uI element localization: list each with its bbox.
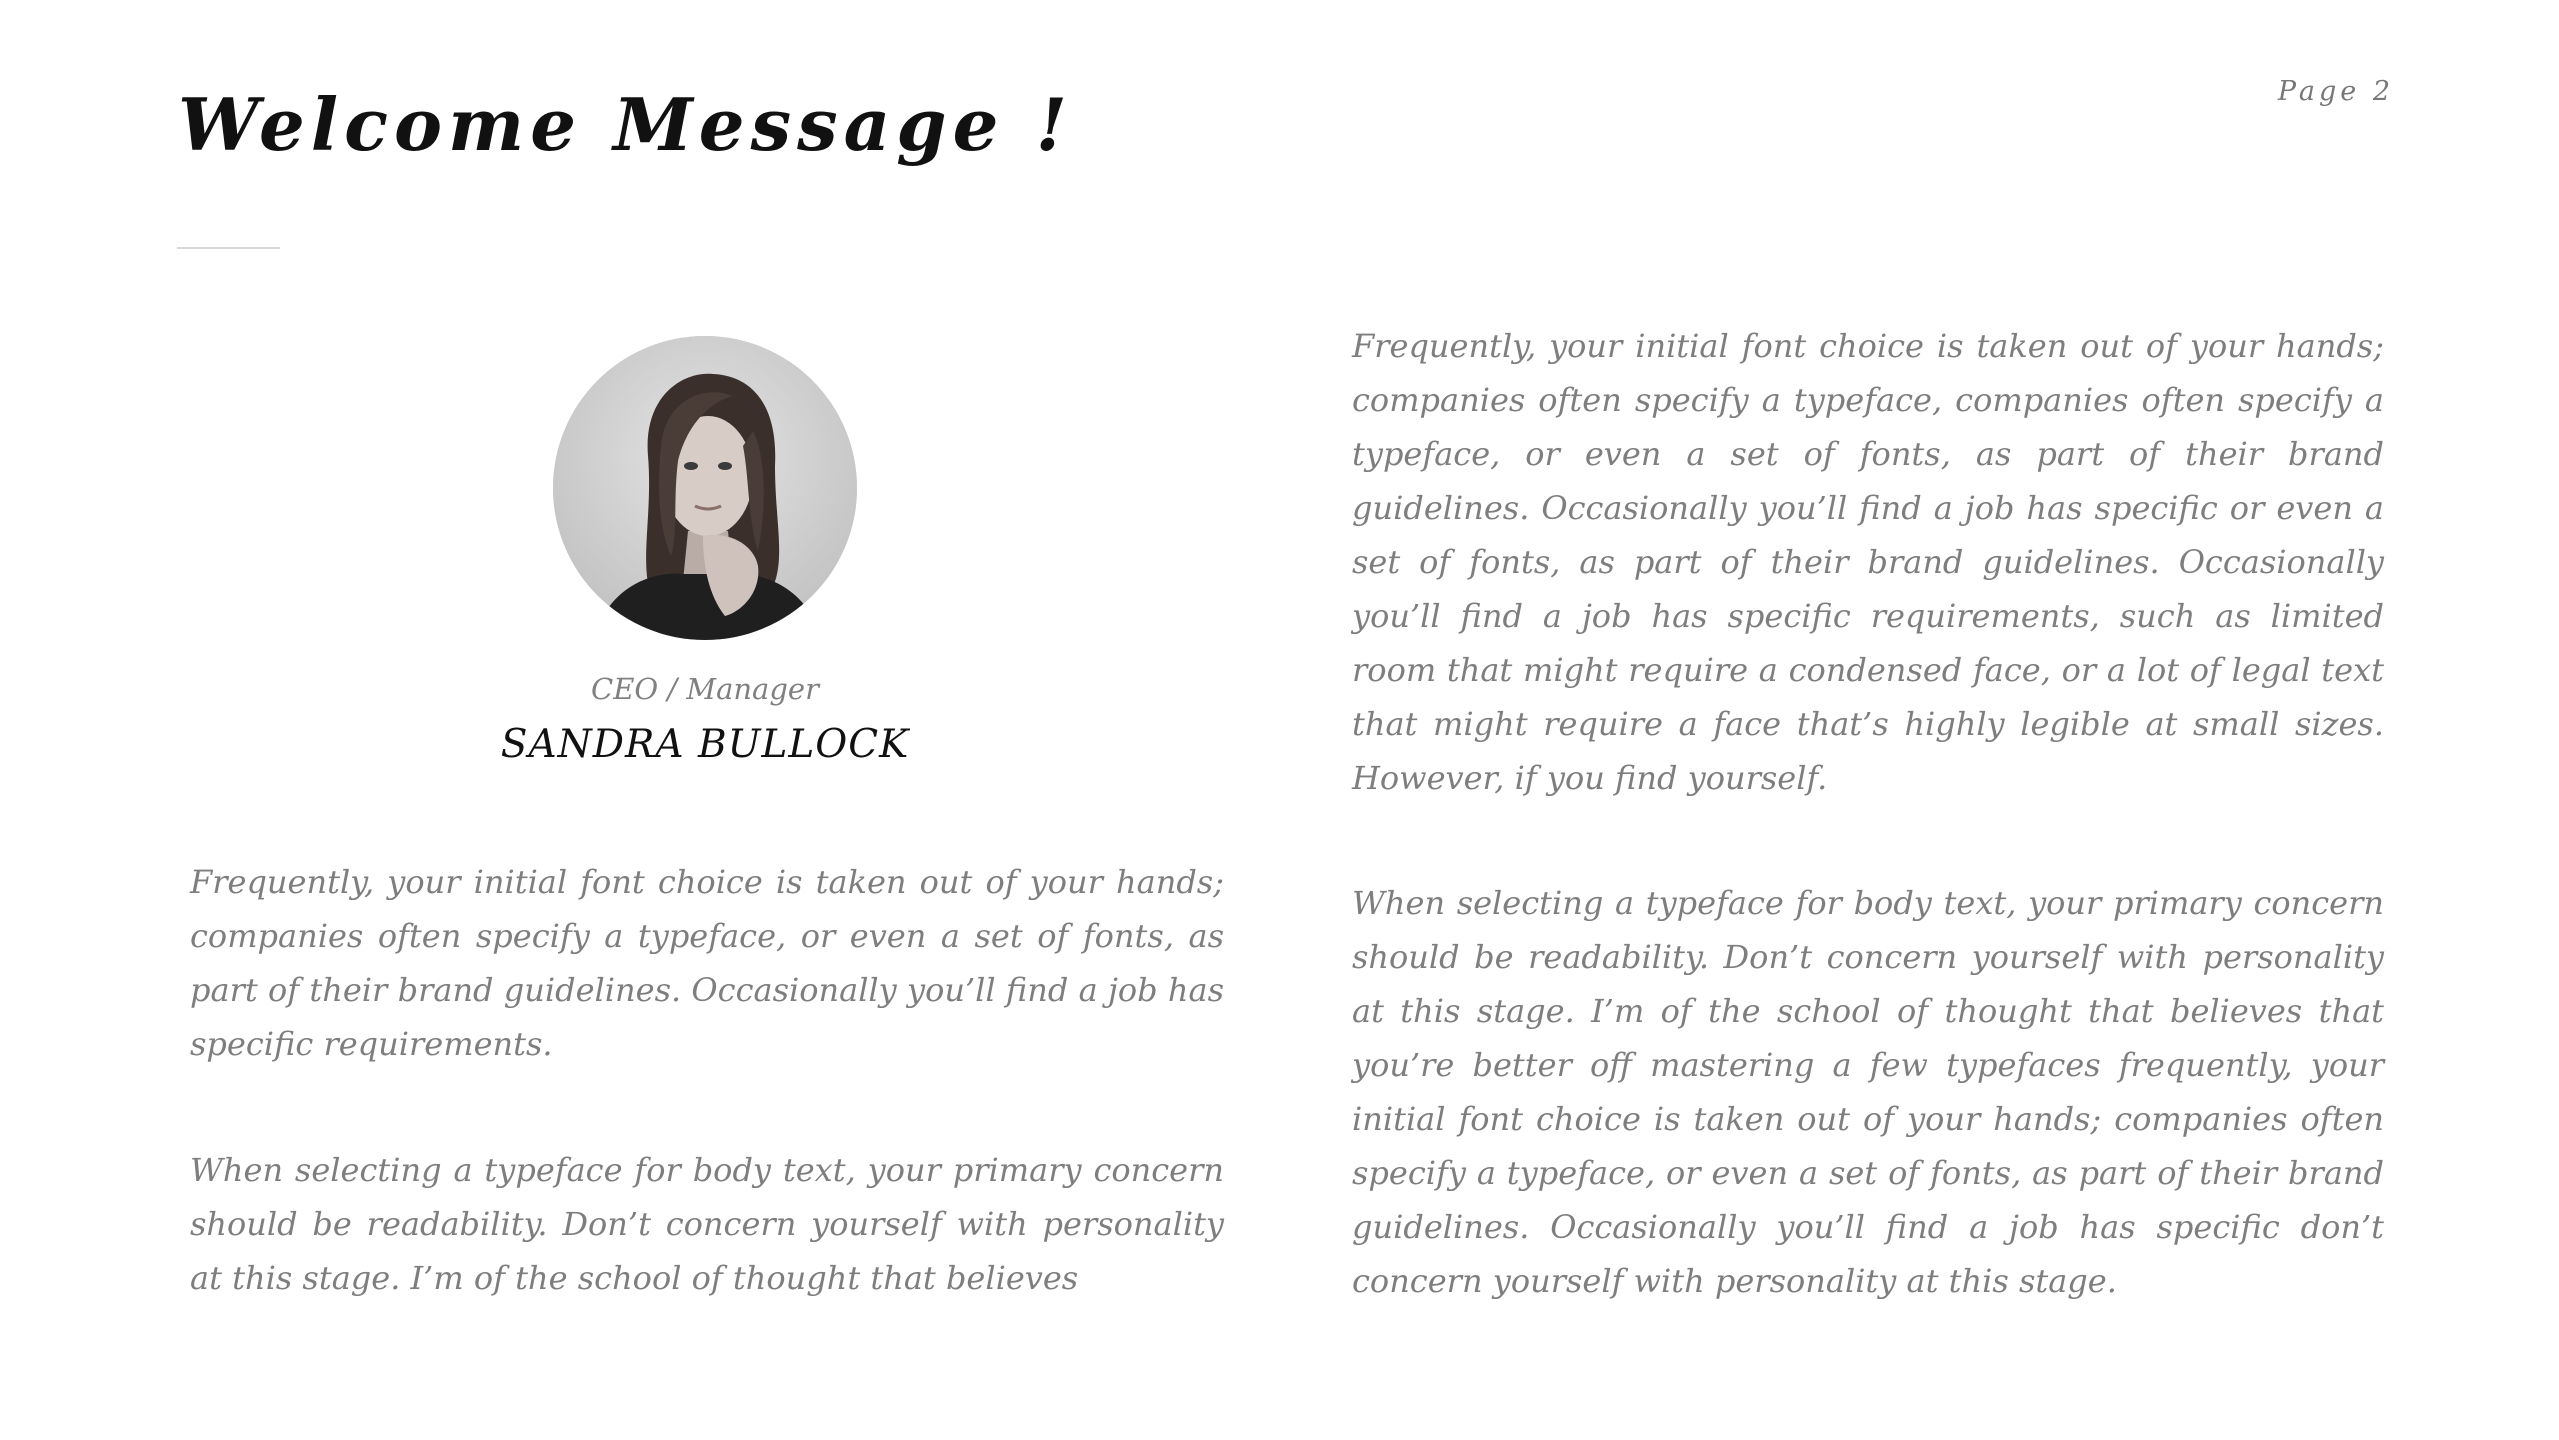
right-paragraph-1: Frequently, your initial font choice is taken out of your hands; companies often specify a typeface, companies often specify a typeface, or even a set of fonts, as part of their brand guidelines. Occasionally you’ll find a job has specific or even a set of fonts, as part of their brand guidelines. Occasionally you’ll find a job has specific requirements, such as limited room that might require a condensed face, or a lot of legal text that might require a face that’s highly legible at small sizes. However, if you find yourself. [1352, 327, 2384, 797]
left-paragraph-2: When selecting a typeface for body text, your primary concern should be readability. Don’t concern yourself with personality at this stage. I’m of the school of thought that believes [190, 1151, 1224, 1297]
right-paragraph-2: When selecting a typeface for body text, your primary concern should be readability. Don’t concern yourself with personality at this stage. I’m of the school of thought that believes that you’re better off mastering a few typefaces frequently, your initial font choice is taken out of your hands; companies often specify a typeface, or even a set of fonts, as part of their brand guidelines. Occasionally you’ll find a job has specific don’t concern yourself with personality at this stage. [1352, 884, 2384, 1300]
profile-role: CEO / Manager [591, 672, 819, 706]
profile-name: SANDRA BULLOCK [500, 722, 910, 767]
avatar [553, 336, 857, 640]
page-number: Page 2 [2277, 76, 2394, 107]
portrait-photo-icon [553, 336, 857, 640]
title-divider [177, 247, 280, 249]
left-paragraph-1: Frequently, your initial font choice is taken out of your hands; companies often specify a typeface, or even a set of fonts, as part of their brand guidelines. Occasionally you’ll find a job has specific requirements. [190, 863, 1224, 1063]
page-title: Welcome Message ! [178, 82, 1074, 167]
